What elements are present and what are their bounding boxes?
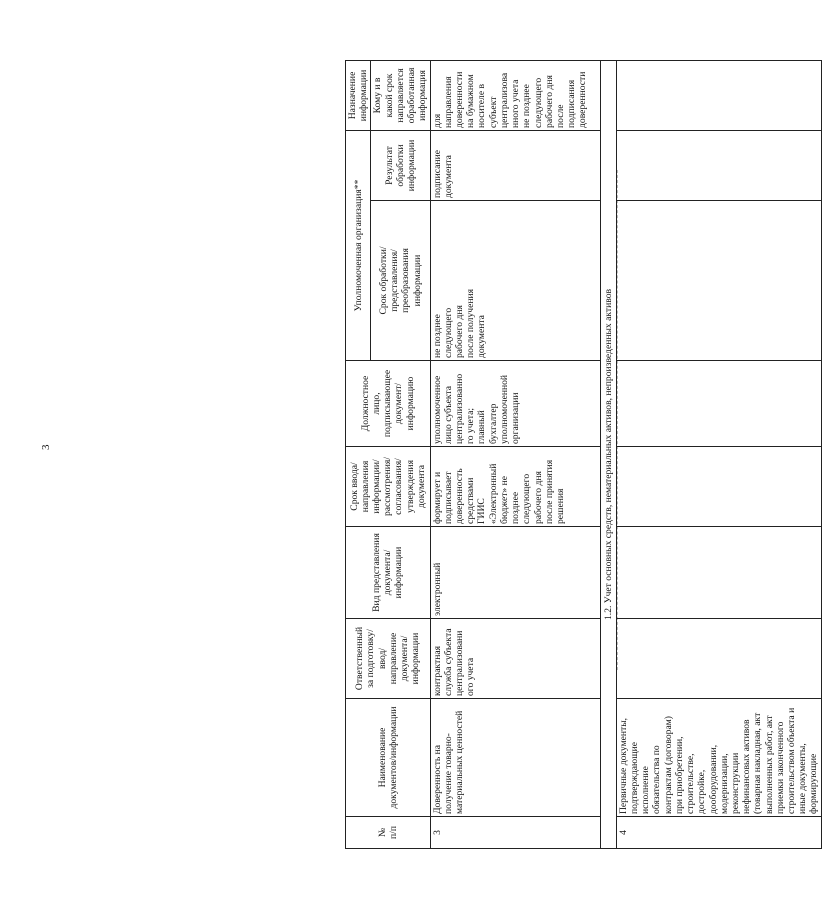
header-deadline: Срок ввода/ направления информации/ рассмотрения/ согласования/ утверждения документа — [346, 447, 431, 527]
header-num: № п/п — [346, 817, 431, 849]
table-row — [616, 60, 821, 848]
header-authorized-org: Уполномоченная организация** — [346, 130, 371, 360]
row3-view: электронный — [430, 527, 600, 619]
section-title: 1.2. Учет основных средств, нематериальных активов, непроизведенных активов — [600, 60, 616, 848]
row4-responsible — [616, 619, 821, 699]
row3-name: Доверенность на получение товарно- материальных ценностей — [430, 699, 600, 817]
section-row — [600, 60, 616, 848]
header-official: Должностное лицо, подписывающее документ/ информацию — [346, 361, 431, 447]
header-auth-result: Результат обработки информации — [371, 130, 430, 200]
row4-auth-result — [616, 130, 821, 200]
rotated-table-container — [345, 61, 820, 849]
table-row — [430, 60, 600, 848]
header-responsible: Ответственный за подготовку/ ввод/ направление документа/ информации — [346, 619, 431, 699]
header-view: Вид представления документа/ информации — [346, 527, 431, 619]
row4-deadline — [616, 447, 821, 527]
header-row-1 — [346, 60, 371, 848]
row3-purpose: для направления доверенности на бумажном носителе в субъект централизова нного учета не позднее следующего рабочего дня после подписания доверенности — [430, 60, 600, 130]
header-name: Наименование документов/информации — [346, 699, 431, 817]
row4-auth-deadline — [616, 201, 821, 361]
header-purpose-sub: Кому и в какой срок направляется обработанная информация — [371, 60, 430, 130]
header-auth-deadline: Срок обработки/ представления/ преобразования информации — [371, 201, 430, 361]
document-table — [345, 60, 822, 849]
row4-official — [616, 361, 821, 447]
row4-name: Первичные документы, подтверждающие исполнение обязательства по контрактам (договорам) при приобретении, строительстве, достройке, дооборудовании, модернизации, реконструкции нефинансовых активов (товарная накладная, акт выполненных работ, акт приемки законченного строительством объекта и иные документы, формирующие — [616, 699, 821, 817]
row4-num: 4 — [616, 817, 821, 849]
header-purpose: Назначение информации — [346, 60, 371, 130]
row4-purpose — [616, 60, 821, 130]
row3-auth-result: подписание документа — [430, 130, 600, 200]
row4-view — [616, 527, 821, 619]
row3-official: уполномоченное лицо субъекта централизованно го учета; главный бухгалтер уполномоченной организации — [430, 361, 600, 447]
row3-auth-deadline: не позднее следующего рабочего дня после получения документа — [430, 201, 600, 361]
row3-deadline: формирует и подписывает доверенность средствами ГИИС «Электронный бюджет» не позднее следующего рабочего дня после принятия решения — [430, 447, 600, 527]
row3-responsible: контрактная служба субъекта централизовани ого учета — [430, 619, 600, 699]
row3-num: 3 — [430, 817, 600, 849]
page-number: 3 — [40, 444, 52, 450]
